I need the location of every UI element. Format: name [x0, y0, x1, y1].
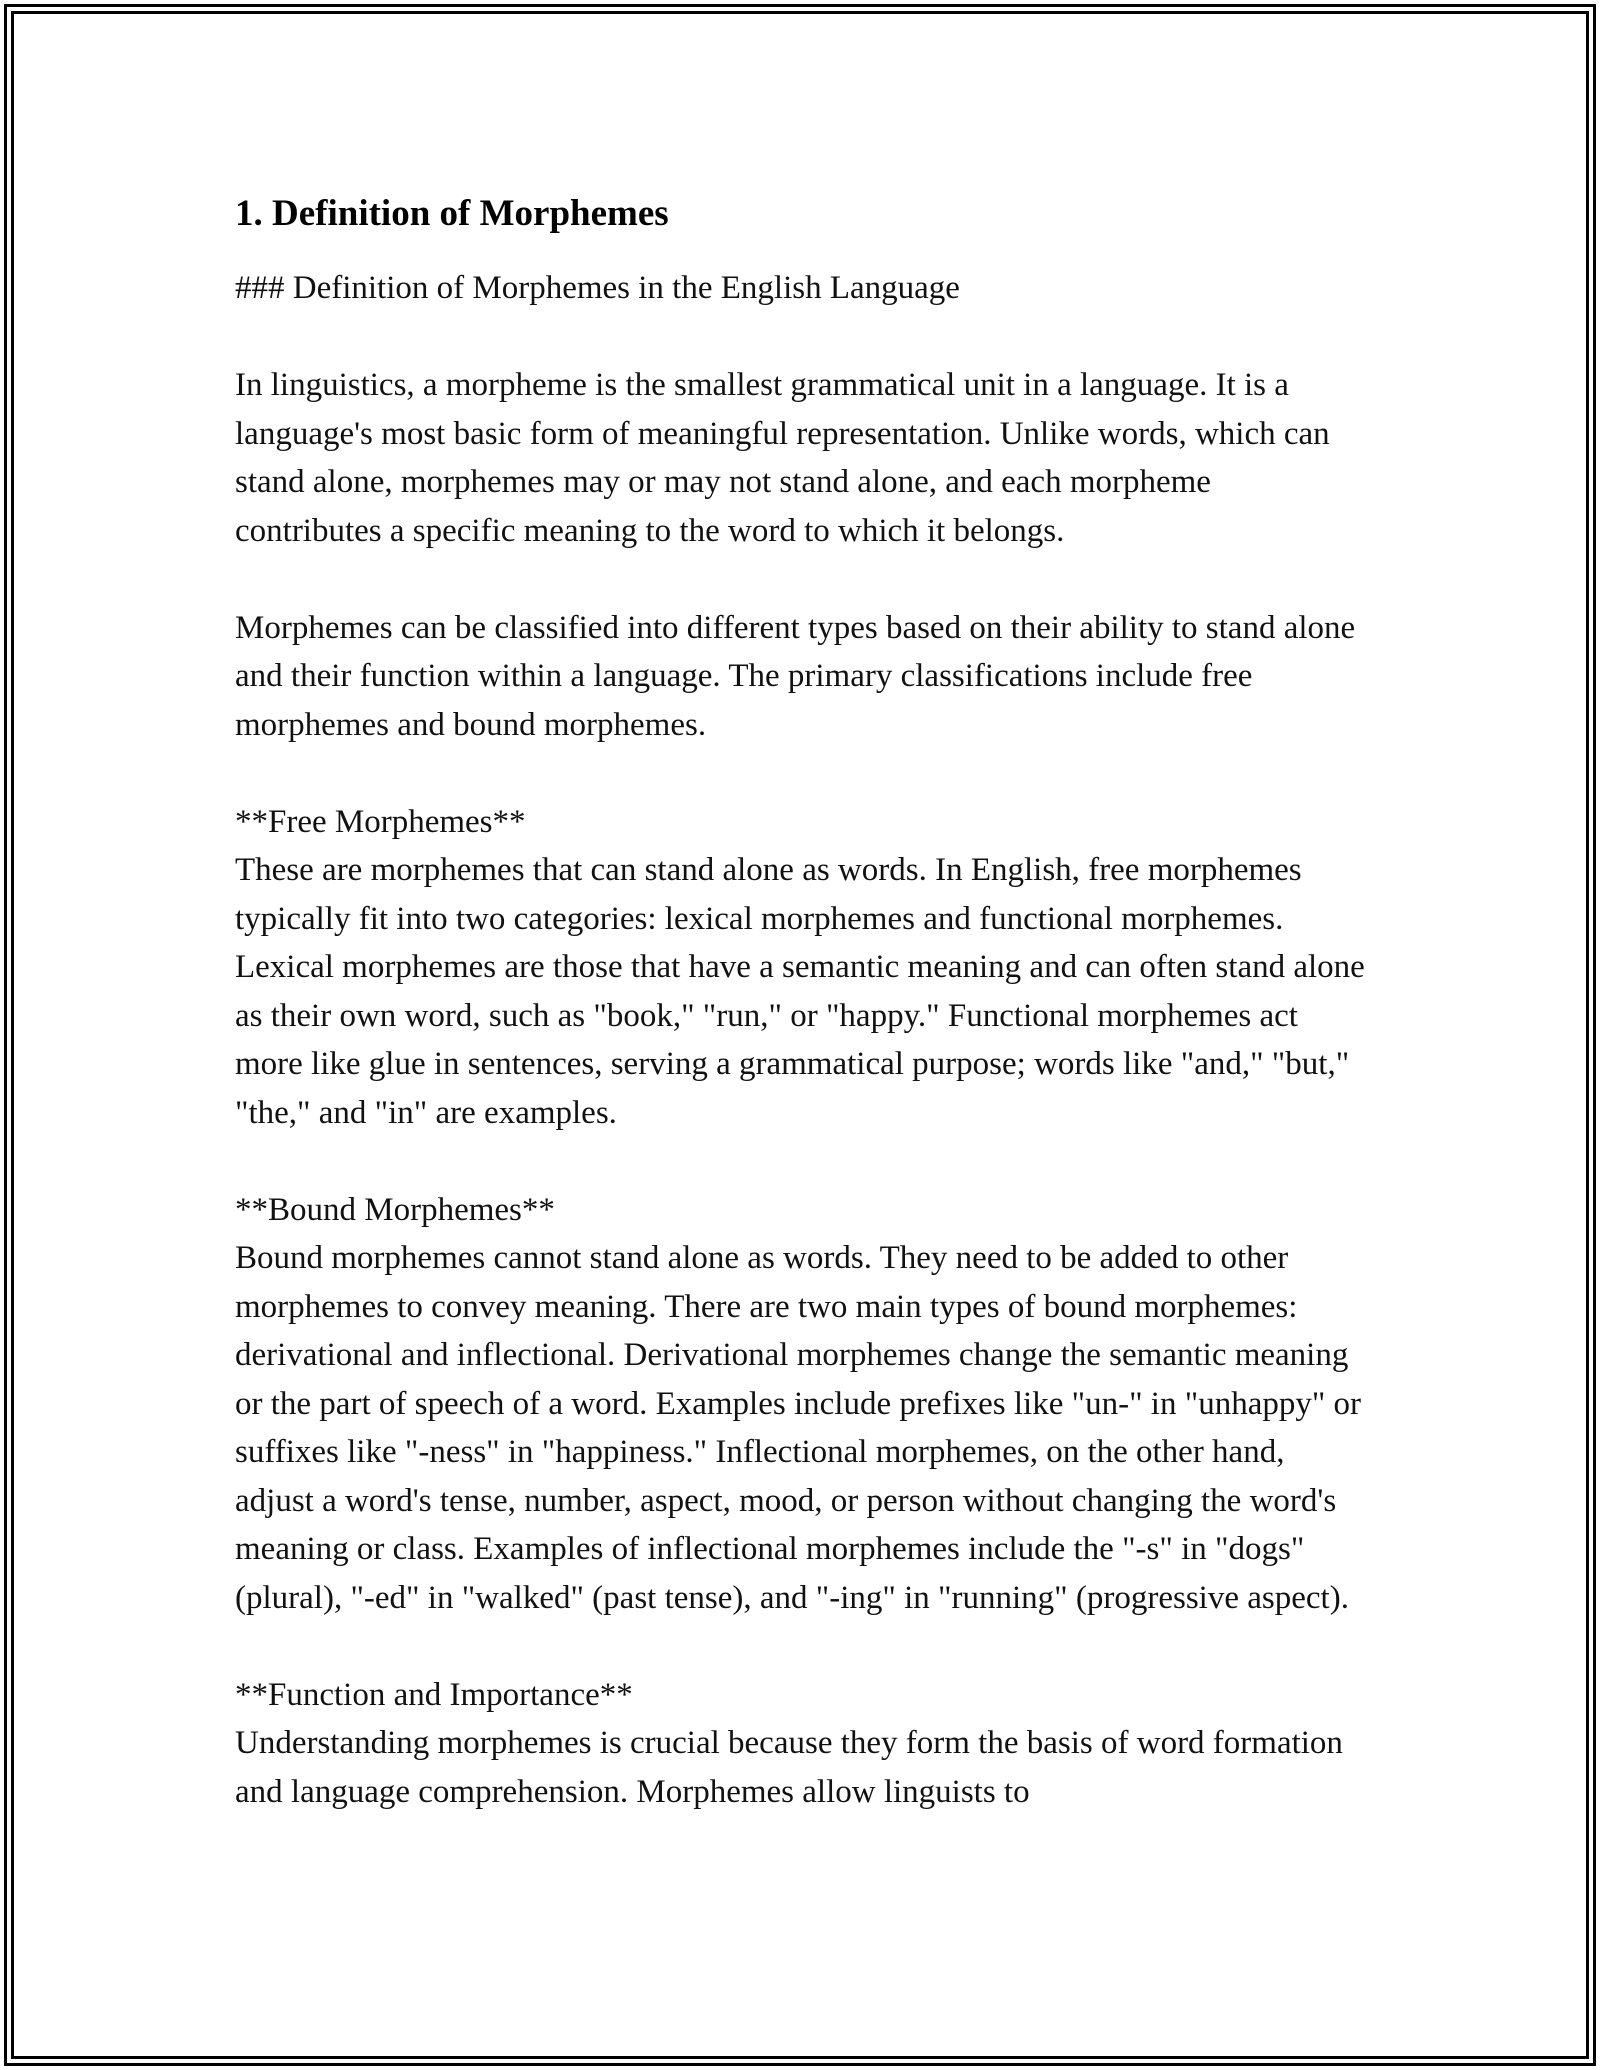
section-bound-morphemes: [235, 1186, 1365, 1623]
section-title: **Function and Importance**: [235, 1676, 633, 1713]
section-body: These are morphemes that can stand alone as words. In English, free morphemes typically fit into two categories: lexical morphemes and functional morphemes. Lexical morphemes are those that have a semantic meaning and can often stand alone as their own word, such as "book," "run," or "happy." Functional morphemes act more like glue in sentences, serving a grammatical purpose; words like "and," "but," "the," and "in" are examples.: [235, 852, 1365, 1131]
intro-paragraph-2: Morphemes can be classified into different types based on their ability to stand alone and their function within a language. The primary classifications include free morphemes and bound morphemes.: [235, 609, 1356, 743]
section-free-morphemes: [235, 798, 1365, 1138]
section-body: Understanding morphemes is crucial because they form the basis of word formation and language comprehension. Morphemes allow linguists to: [235, 1725, 1343, 1810]
section-title: **Free Morphemes**: [235, 803, 526, 840]
intro-paragraph-1: In linguistics, a morpheme is the smallest grammatical unit in a language. It is a language's most basic form of meaningful representation. Unlike words, which can stand alone, morphemes may or may not stand alone, and each morpheme contributes a specific meaning to the word to which it belongs.: [235, 367, 1330, 549]
document-body: [235, 188, 1365, 1865]
section-body: Bound morphemes cannot stand alone as words. They need to be added to other morphemes to convey meaning. There are two main types of bound morphemes: derivational and inflectional. Derivational morphemes change the semantic meaning or the part of speech of a word. Examples include prefixes like "un-" in "unhappy" or suffixes like "-ness" in "happiness." Inflectional morphemes, on the other hand, adjust a word's tense, number, aspect, mood, or person without changing the word's meaning or class. Examples of inflectional morphemes include the "-s" in "dogs" (plural), "-ed" in "walked" (past tense), and "-ing" in "running" (progressive aspect).: [235, 1240, 1362, 1616]
section-title: **Bound Morphemes**: [235, 1191, 555, 1228]
subheading: ### Definition of Morphemes in the English Language: [235, 270, 960, 306]
section-function-importance: [235, 1671, 1365, 1817]
page-title: 1. Definition of Morphemes: [235, 193, 669, 234]
